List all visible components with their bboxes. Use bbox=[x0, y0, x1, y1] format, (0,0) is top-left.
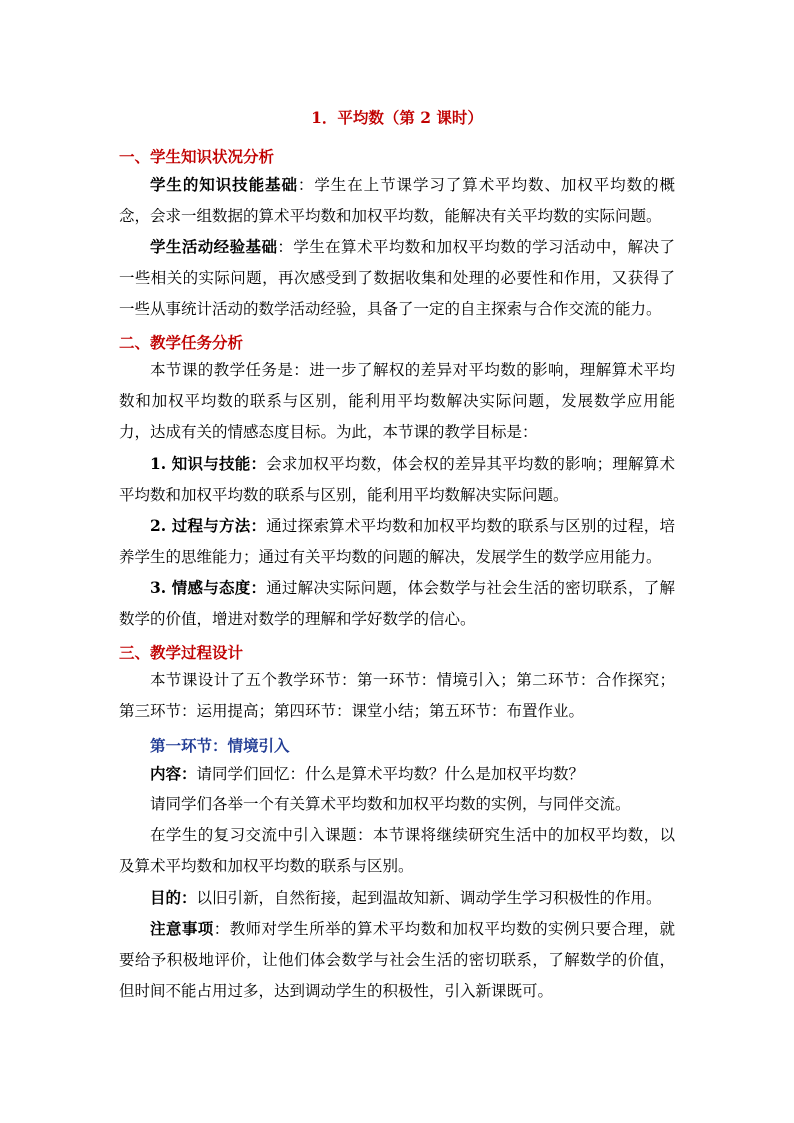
paragraph-text: ：学生在上节课学习了算术平均数、加权平均数的概念，会求一组数据的算术平均数和加权平均数，能解决有关平均数的实际问题。 bbox=[119, 176, 675, 225]
goal-text: 会求加权平均数，体会权的差异其平均数的影响；理解算术平均数和加权平均数的联系与区别，能利用平均数解决实际问题。 bbox=[119, 455, 675, 504]
paragraph-goal-knowledge bbox=[119, 448, 675, 511]
paragraph-goal-attitude bbox=[119, 572, 675, 635]
purpose-label: 目的： bbox=[150, 888, 197, 907]
paragraph-knowledge-basis bbox=[119, 169, 675, 232]
section-heading-student-analysis: 一、学生知识状况分析 bbox=[119, 147, 275, 166]
purpose-text: 以旧引新，自然衔接，起到温故知新、调动学生学习积极性的作用。 bbox=[196, 889, 662, 907]
goal-label: 3. 情感与态度： bbox=[150, 578, 267, 597]
goal-text: 通过探索算术平均数和加权平均数的联系与区别的过程，培养学生的思维能力；通过有关平均数的问题的解决，发展学生的数学应用能力。 bbox=[119, 517, 675, 566]
notes-text: ：教师对学生所举的算术平均数和加权平均数的实例只要合理，就要给予积极地评价，让他们体会数学与社会生活的密切联系，了解数学的价值，但时间不能占用过多，达到调动学生的积极性，引入新课既可。 bbox=[119, 920, 675, 1000]
goal-text: 通过解决实际问题，体会数学与社会生活的密切联系，了解数学的价值，增进对数学的理解和学好数学的信心。 bbox=[119, 579, 675, 628]
section-heading-process-design: 三、教学过程设计 bbox=[119, 643, 244, 662]
paragraph-introduce-topic: 在学生的复习交流中引入课题：本节课将继续研究生活中的加权平均数，以及算术平均数和加权平均数的联系与区别。 bbox=[119, 826, 675, 875]
goal-label: 2. 过程与方法： bbox=[150, 516, 267, 535]
paragraph-content bbox=[119, 758, 675, 790]
document-title: 1．平均数（第 2 课时） bbox=[311, 108, 483, 127]
paragraph-notes bbox=[119, 913, 675, 1007]
paragraph-label: 学生的知识技能基础 bbox=[150, 175, 298, 194]
paragraph-activity-experience bbox=[119, 231, 675, 325]
paragraph-text: ：学生在算术平均数和加权平均数的学习活动中，解决了一些相关的实际问题，再次感受到了数据收集和处理的必要性和作用，又获得了一些从事统计活动的数学活动经验，具备了一定的自主探索与合作交流的能力。 bbox=[119, 238, 675, 318]
notes-label: 注意事项 bbox=[150, 919, 214, 938]
content-text: 请同学们回忆：什么是算术平均数？什么是加权平均数？ bbox=[196, 765, 585, 783]
paragraph-label: 学生活动经验基础 bbox=[150, 237, 278, 256]
paragraph-process-intro: 本节课设计了五个教学环节：第一环节：情境引入；第二环节：合作探究；第三环节：运用提高；第四环节：课堂小结；第五环节：布置作业。 bbox=[119, 671, 675, 720]
goal-label: 1. 知识与技能： bbox=[150, 454, 267, 473]
paragraph-task-intro: 本节课的教学任务是：进一步了解权的差异对平均数的影响，理解算术平均数和加权平均数的联系与区别，能利用平均数解决实际问题，发展数学应用能力，达成有关的情感态度目标。为此，本节课的教学目标是： bbox=[119, 361, 675, 441]
content-label: 内容： bbox=[150, 764, 197, 783]
paragraph-goal-process bbox=[119, 510, 675, 573]
paragraph-share-examples: 请同学们各举一个有关算术平均数和加权平均数的实例，与同伴交流。 bbox=[150, 795, 631, 813]
section-heading-task-analysis: 二、教学任务分析 bbox=[119, 333, 244, 352]
paragraph-purpose bbox=[119, 882, 675, 914]
step-heading-situation-intro: 第一环节：情境引入 bbox=[150, 736, 290, 755]
